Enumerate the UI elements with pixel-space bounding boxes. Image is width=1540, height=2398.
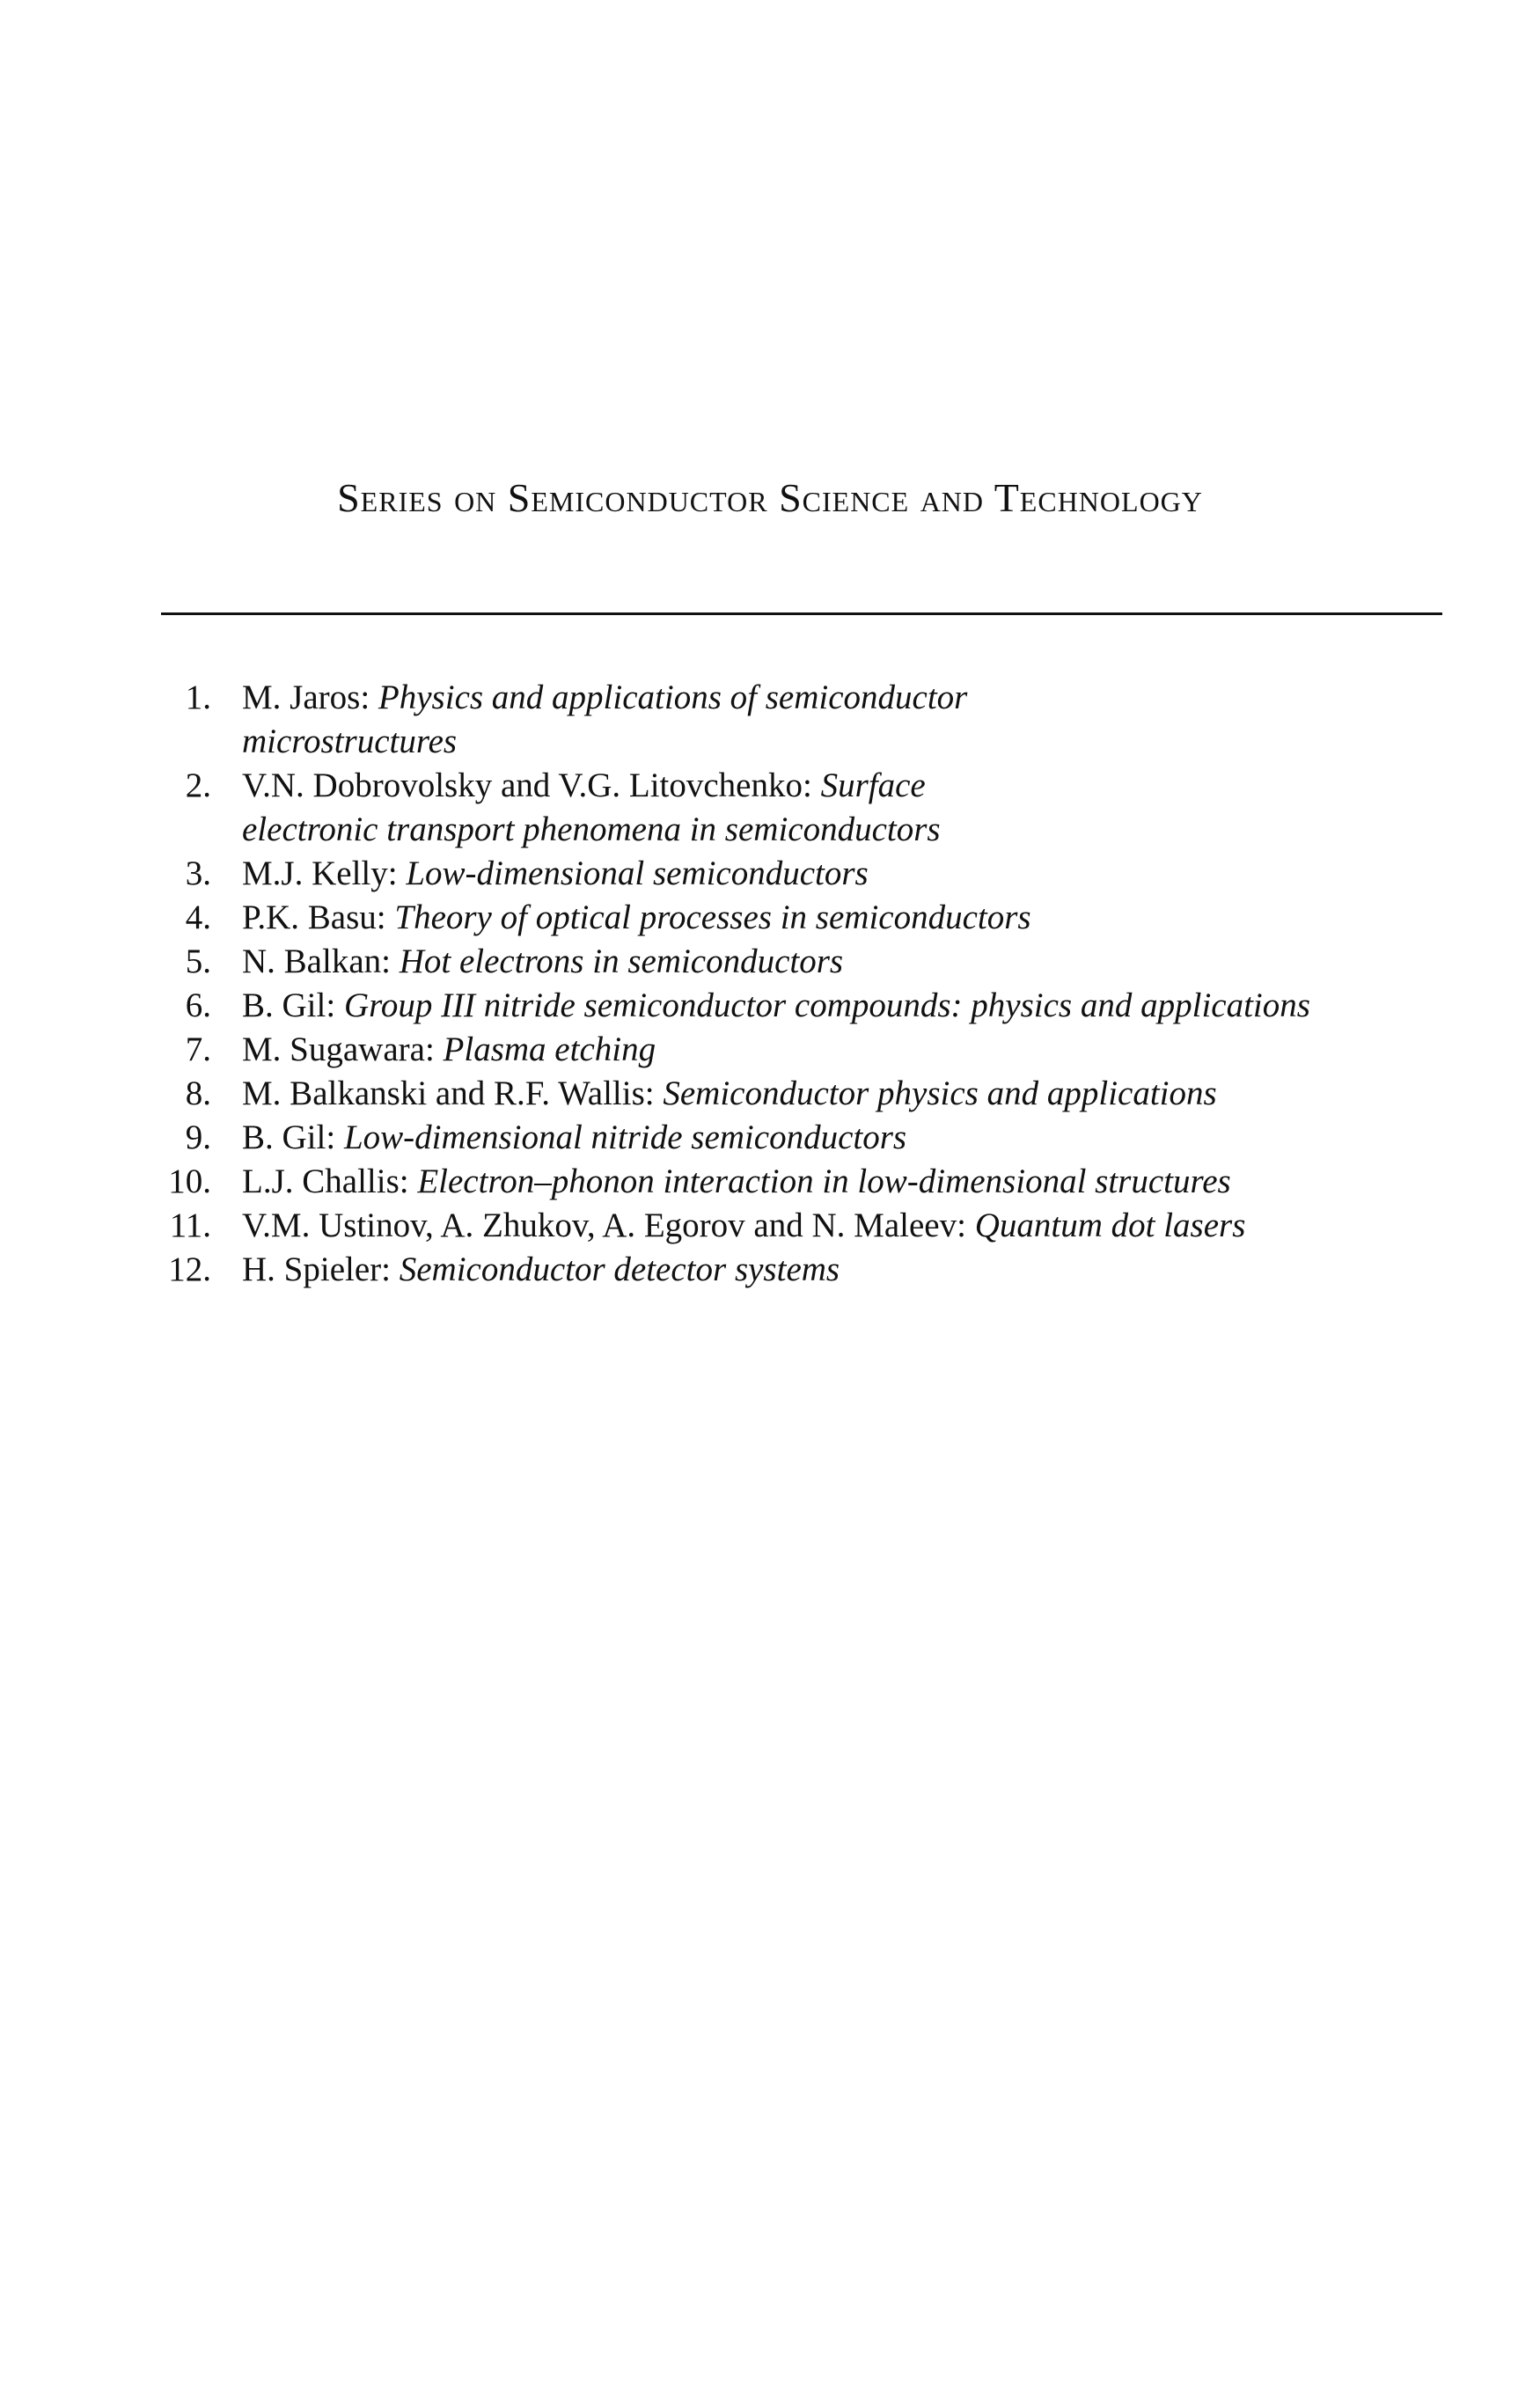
book-number: 10.	[168, 1162, 211, 1200]
book-entry	[242, 1248, 1412, 1292]
book-number: 6.	[185, 986, 211, 1024]
book-author: H. Spieler:	[242, 1250, 400, 1288]
book-number: 11.	[169, 1206, 211, 1244]
book-entry	[242, 676, 1060, 764]
book-item	[132, 1160, 1452, 1204]
book-item	[132, 676, 1452, 764]
book-number: 8.	[185, 1074, 211, 1112]
book-author: N. Balkan:	[242, 942, 400, 980]
book-author: P.K. Basu:	[242, 898, 395, 936]
book-entry	[242, 1028, 1412, 1072]
book-number: 12.	[168, 1250, 211, 1288]
book-number: 1.	[185, 678, 211, 716]
book-entry	[242, 764, 1060, 852]
book-number: 7.	[185, 1030, 211, 1068]
book-number: 3.	[185, 854, 211, 892]
book-title: Theory of optical processes in semiconductors	[394, 898, 1031, 936]
book-author: M. Sugawara:	[242, 1030, 444, 1068]
book-author: L.J. Challis:	[242, 1162, 418, 1200]
book-item	[132, 1028, 1452, 1072]
book-number: 2.	[185, 766, 211, 804]
book-entry	[242, 1204, 1412, 1248]
book-number: 4.	[185, 898, 211, 936]
book-item	[132, 984, 1452, 1028]
book-entry	[242, 940, 1412, 984]
book-entry	[242, 852, 1412, 896]
book-title: Semiconductor detector systems	[399, 1250, 840, 1288]
book-author: V.M. Ustinov, A. Zhukov, A. Egorov and N. Maleev:	[242, 1206, 975, 1244]
series-title: Series on Semiconductor Science and Technology	[337, 475, 1203, 520]
book-author: B. Gil:	[242, 986, 344, 1024]
book-item	[132, 1116, 1452, 1160]
book-entry	[242, 1116, 1412, 1160]
book-title: Electron–phonon interaction in low-dimensional structures	[417, 1162, 1231, 1200]
book-item	[132, 1204, 1452, 1248]
book-author: M. Balkanski and R.F. Wallis:	[242, 1074, 664, 1112]
book-entry	[242, 1072, 1412, 1116]
book-item	[132, 852, 1452, 896]
book-title: Surface electronic transport phenomena in semiconductors	[242, 766, 941, 848]
book-author: V.N. Dobrovolsky and V.G. Litovchenko:	[242, 766, 821, 804]
book-item	[132, 896, 1452, 940]
book-number: 9.	[185, 1118, 211, 1156]
book-title: Low-dimensional semiconductors	[406, 854, 869, 892]
book-item	[132, 764, 1452, 852]
book-title: Physics and applications of semiconductor microstructures	[242, 678, 968, 760]
horizontal-rule	[161, 612, 1442, 615]
book-item	[132, 1248, 1452, 1292]
book-title: Group III nitride semiconductor compounds: physics and applications	[343, 986, 1310, 1024]
book-title: Hot electrons in semiconductors	[399, 942, 844, 980]
book-title: Semiconductor physics and applications	[663, 1074, 1217, 1112]
book-author: M. Jaros:	[242, 678, 378, 716]
book-title: Quantum dot lasers	[974, 1206, 1246, 1244]
book-title: Plasma etching	[443, 1030, 656, 1068]
book-item	[132, 940, 1452, 984]
book-entry	[242, 1160, 1412, 1204]
book-number: 5.	[185, 942, 211, 980]
book-item	[132, 1072, 1452, 1116]
book-author: B. Gil:	[242, 1118, 344, 1156]
book-entry	[242, 984, 1412, 1028]
book-list	[132, 676, 1452, 1292]
book-entry	[242, 896, 1412, 940]
book-author: M.J. Kelly:	[242, 854, 407, 892]
book-title: Low-dimensional nitride semiconductors	[343, 1118, 907, 1156]
